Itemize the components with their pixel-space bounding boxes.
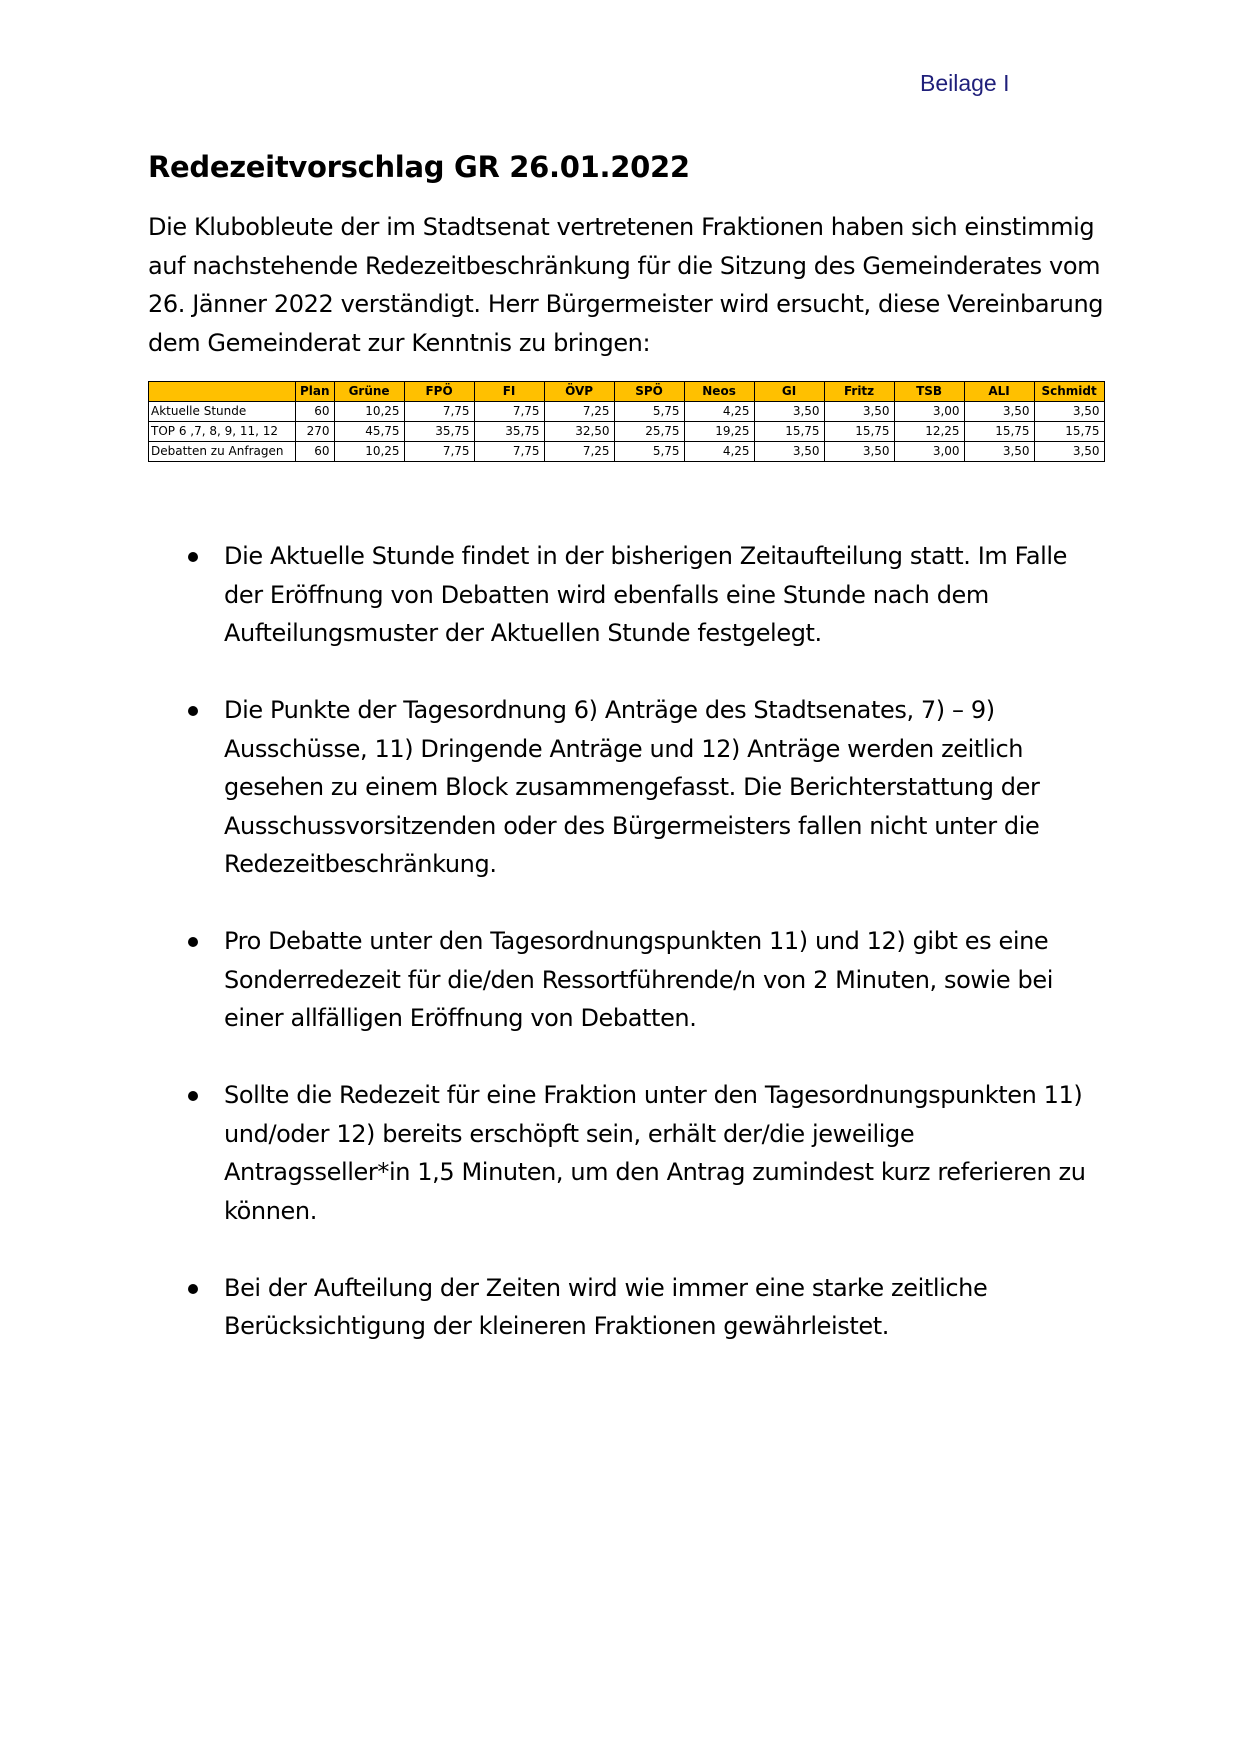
table-cell: 25,75 [614, 422, 684, 442]
table-cell: 35,75 [404, 422, 474, 442]
bullet-list [148, 537, 1098, 1384]
table-cell: 3,50 [824, 402, 894, 422]
row-label: Debatten zu Anfragen [149, 442, 296, 462]
table-cell: 3,50 [754, 402, 824, 422]
list-item-text: Die Punkte der Tagesordnung 6) Anträge des Stadtsenates, 7) – 9) Ausschüsse, 11) Dringende Anträge und 12) Anträge werden zeitlich gesehen zu einem Block zusammengefasst. Die Berichterstattung der Ausschussvorsitzenden oder des Bürgermeisters fallen nicht unter die Redezeitbeschränkung. [224, 696, 1040, 878]
bullet-dot-icon [188, 1284, 198, 1294]
table-cell: 4,25 [684, 442, 754, 462]
header-cell: Fritz [824, 382, 894, 402]
intro-paragraph: Die Klubobleute der im Stadtsenat vertretenen Fraktionen haben sich einstimmig auf nachstehende Redezeitbeschränkung für die Sitzung des Gemeinderates vom 26. Jänner 2022 verständigt. Herr Bürgermeister wird ersucht, diese Vereinbarung dem Gemeinderat zur Kenntnis zu bringen: [148, 213, 1104, 357]
table-cell: 32,50 [544, 422, 614, 442]
header-cell: Neos [684, 382, 754, 402]
header-cell: ALI [964, 382, 1034, 402]
list-item [148, 922, 1098, 1038]
table-cell: 19,25 [684, 422, 754, 442]
table-cell: 7,75 [474, 402, 544, 422]
table-cell: 45,75 [334, 422, 404, 442]
table-cell: 3,50 [1034, 442, 1104, 462]
list-item [148, 1076, 1098, 1230]
header-cell: Plan [296, 382, 335, 402]
table-cell: 3,00 [894, 402, 964, 422]
table-cell: 15,75 [824, 422, 894, 442]
table-cell: 5,75 [614, 442, 684, 462]
attachment-label: Beilage I [920, 70, 1010, 96]
list-item [148, 537, 1098, 653]
header-cell: ÖVP [544, 382, 614, 402]
table-cell: 270 [296, 422, 335, 442]
table-cell: 10,25 [334, 442, 404, 462]
header-cell: TSB [894, 382, 964, 402]
bullet-dot-icon [188, 552, 198, 562]
table-cell: 10,25 [334, 402, 404, 422]
header-cell: GI [754, 382, 824, 402]
table-cell: 15,75 [1034, 422, 1104, 442]
speaking-time-table [148, 381, 1105, 462]
list-item-text: Die Aktuelle Stunde findet in der bisherigen Zeitaufteilung statt. Im Falle der Eröffnung von Debatten wird ebenfalls eine Stunde nach dem Aufteilungsmuster der Aktuellen Stunde festgelegt. [224, 542, 1068, 647]
table-cell: 7,75 [474, 442, 544, 462]
bullet-dot-icon [188, 937, 198, 947]
table-cell: 7,25 [544, 442, 614, 462]
table-cell: 7,25 [544, 402, 614, 422]
table-cell: 15,75 [964, 422, 1034, 442]
table-cell: 7,75 [404, 402, 474, 422]
table-cell: 12,25 [894, 422, 964, 442]
list-item-text: Pro Debatte unter den Tagesordnungspunkten 11) und 12) gibt es eine Sonderredezeit für die/den Ressortführende/n von 2 Minuten, sowie bei einer allfälligen Eröffnung von Debatten. [224, 927, 1053, 1032]
table-cell: 3,50 [1034, 402, 1104, 422]
header-cell [149, 382, 296, 402]
table-cell: 60 [296, 402, 335, 422]
table-cell: 5,75 [614, 402, 684, 422]
row-label: TOP 6 ,7, 8, 9, 11, 12 [149, 422, 296, 442]
table-cell: 3,50 [754, 442, 824, 462]
table-cell: 35,75 [474, 422, 544, 442]
page-title: Redezeitvorschlag GR 26.01.2022 [148, 150, 690, 184]
list-item [148, 1269, 1098, 1346]
table-cell: 3,00 [894, 442, 964, 462]
table-cell: 60 [296, 442, 335, 462]
header-cell: FI [474, 382, 544, 402]
header-cell: SPÖ [614, 382, 684, 402]
header-cell: Schmidt [1034, 382, 1104, 402]
table-row [149, 402, 1105, 422]
table-row [149, 442, 1105, 462]
table-cell: 4,25 [684, 402, 754, 422]
row-label: Aktuelle Stunde [149, 402, 296, 422]
table-row [149, 422, 1105, 442]
list-item-text: Sollte die Redezeit für eine Fraktion unter den Tagesordnungspunkten 11) und/oder 12) bereits erschöpft sein, erhält der/die jeweilige Antragsseller*in 1,5 Minuten, um den Antrag zumindest kurz referieren zu können. [224, 1081, 1086, 1225]
table-header-row [149, 382, 1105, 402]
table-cell: 3,50 [964, 442, 1034, 462]
bullet-dot-icon [188, 1091, 198, 1101]
bullet-dot-icon [188, 706, 198, 716]
table-cell: 3,50 [824, 442, 894, 462]
list-item-text: Bei der Aufteilung der Zeiten wird wie immer eine starke zeitliche Berücksichtigung der kleineren Fraktionen gewährleistet. [224, 1273, 988, 1340]
table-cell: 7,75 [404, 442, 474, 462]
list-item [148, 691, 1098, 884]
table-cell: 15,75 [754, 422, 824, 442]
table-cell: 3,50 [964, 402, 1034, 422]
header-cell: FPÖ [404, 382, 474, 402]
header-cell: Grüne [334, 382, 404, 402]
